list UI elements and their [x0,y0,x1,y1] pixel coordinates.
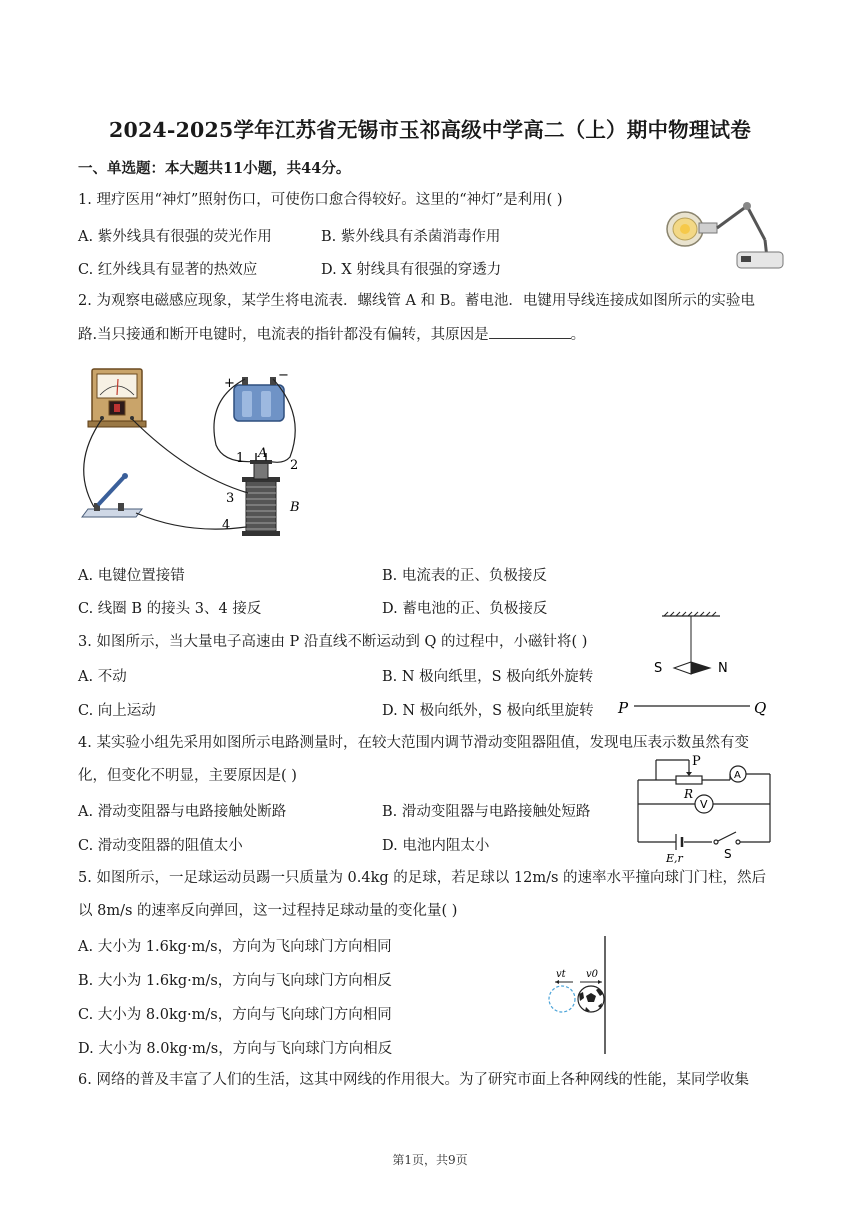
point-p-label: P [618,699,629,717]
q5-option-b: B. 大小为 1.6kg·m/s，方向与飞向球门方向相反 [78,973,392,989]
q4-option-c: C. 滑动变阻器的阻值太小 [78,838,243,854]
therapy-lamp-figure [655,200,785,275]
q6-stem-line1: 6. 网络的普及丰富了人们的生活，这其中网线的作用很大。为了研究市面上各种网线的性能，某同学收集 [78,1072,749,1088]
coil-a-label: A [258,446,268,461]
battery-plus-label: + [224,376,235,391]
q5-option-d: D. 大小为 8.0kg·m/s，方向与飞向球门方向相反 [78,1041,393,1057]
velocity-vt-label: vt [556,969,566,980]
needle-s-label: S [654,661,663,676]
q2-option-b: B. 电流表的正、负极接反 [382,568,547,584]
switch-s-label: S [724,847,732,861]
rheostat-circuit-figure [632,752,782,864]
q5-stem-line1: 5. 如图所示，一足球运动员踢一只质量为 0.4kg 的足球，若足球以 12m/s 的速率水平撞向球门门柱，然后 [78,870,767,886]
q5-option-a: A. 大小为 1.6kg·m/s，方向为飞向球门方向相同 [78,939,392,955]
q2-stem-line2-wrap [78,325,585,345]
q2-stem-end: 。 [570,327,586,343]
slider-p-label: P [692,754,701,769]
coil-b-label: B [290,500,300,515]
q1-option-a: A. 紫外线具有很强的荧光作用 [78,229,272,245]
q2-option-d: D. 蓄电池的正、负极接反 [382,601,548,617]
voltmeter-label: V [700,798,708,811]
q3-option-d: D. N 极向纸外，S 极向纸里旋转 [382,703,594,719]
point-q-label: Q [754,699,767,717]
terminal-1-label: 1 [236,451,245,466]
q1-option-d: D. X 射线具有很强的穿透力 [321,262,502,278]
q2-option-a: A. 电键位置接错 [78,568,185,584]
terminal-3-label: 3 [226,491,235,506]
needle-n-label: N [718,661,728,676]
q3-option-a: A. 不动 [78,669,127,685]
q2-option-c: C. 线圈 B 的接头 3、4 接反 [78,601,262,617]
section-heading: 一、单选题：本大题共11小题，共44分。 [78,160,351,177]
q3-option-b: B. N 极向纸里，S 极向纸外旋转 [382,669,594,685]
q1-option-c: C. 红外线具有显著的热效应 [78,262,258,278]
battery-er-label: E,r [666,852,683,865]
q4-stem-line2: 化，但变化不明显，主要原因是( ) [78,768,297,784]
velocity-v0-label: v0 [586,969,599,980]
q3-option-c: C. 向上运动 [78,703,156,719]
ammeter-label: A [734,770,741,781]
q5-option-c: C. 大小为 8.0kg·m/s，方向与飞向球门方向相同 [78,1007,392,1023]
q4-option-b: B. 滑动变阻器与电路接触处短路 [382,804,591,820]
q3-stem: 3. 如图所示，当大量电子高速由 P 沿直线不断运动到 Q 的过程中，小磁针将( ) [78,634,588,650]
q4-option-d: D. 电池内阻太小 [382,838,490,854]
compass-needle-figure [618,612,768,718]
battery-minus-label: − [278,368,289,383]
q2-stem-line2: 路.当只接通和断开电键时，电流表的指针都没有偏转，其原因是 [78,327,489,343]
rheostat-r-label: R [684,787,694,801]
terminal-2-label: 2 [290,458,299,473]
answer-blank [489,325,571,339]
terminal-4-label: 4 [222,518,231,533]
q1-stem: 1. 理疗医用“神灯”照射伤口，可使伤口愈合得较好。这里的“神灯”是利用( ) [78,192,563,208]
page-title: 2024-2025学年江苏省无锡市玉祁高级中学高二（上）期中物理试卷 [109,118,751,142]
page-footer: 第1页，共9页 [392,1153,468,1167]
q2-stem-line1: 2. 为观察电磁感应现象，某学生将电流表．螺线管 A 和 B。蓄电池．电键用导线连接成如图所示的实验电 [78,293,755,309]
q1-option-b: B. 紫外线具有杀菌消毒作用 [321,229,501,245]
q4-option-a: A. 滑动变阻器与电路接触处断路 [78,804,287,820]
induction-circuit-figure [78,365,328,540]
football-goalpost-figure [540,936,620,1054]
q4-stem-line1: 4. 某实验小组先采用如图所示电路测量时，在较大范围内调节滑动变阻器阻值，发现电压表示数虽然有变 [78,735,749,751]
q5-stem-line2: 以 8m/s 的速率反向弹回，这一过程持足球动量的变化量( ) [78,903,458,919]
